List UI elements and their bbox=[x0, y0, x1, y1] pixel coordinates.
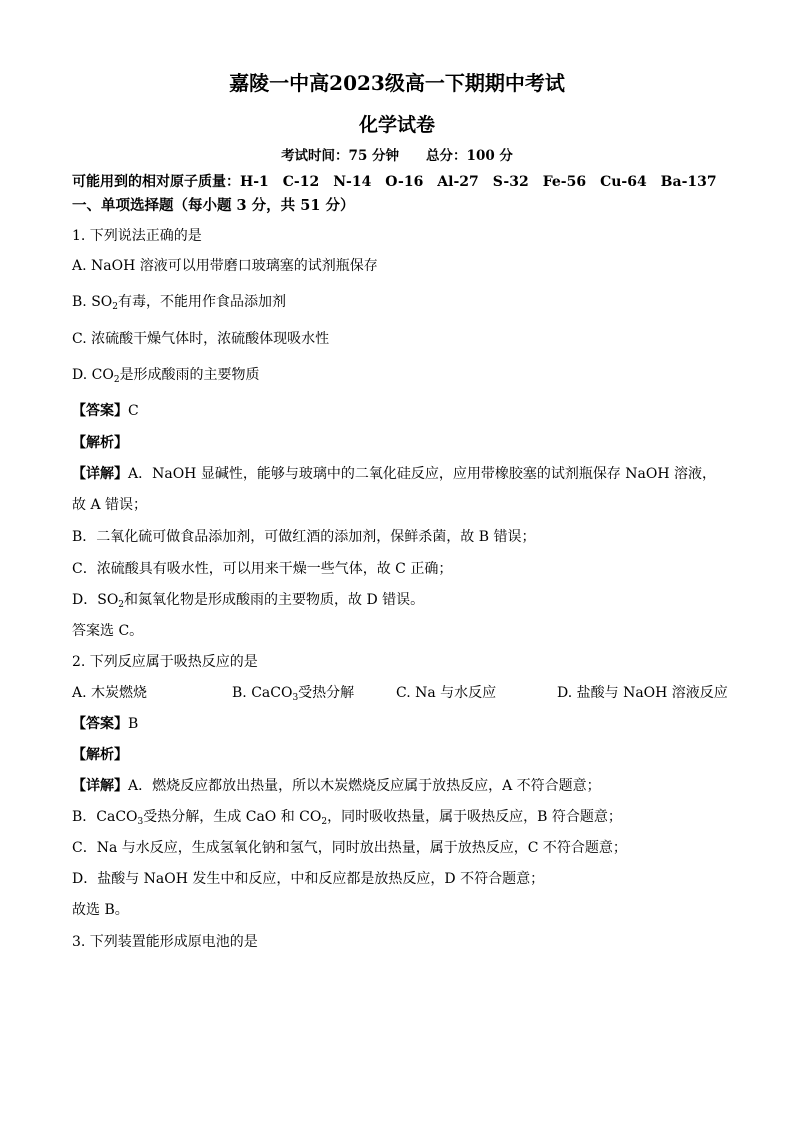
q2-option-b: B. CaCO$_3$受热分解 bbox=[232, 685, 355, 703]
q2-answer: 【答案】B bbox=[72, 716, 139, 732]
q1-detail-a-cont: 故 A 错误； bbox=[72, 497, 148, 513]
q1-option-a: A. NaOH 溶液可以用带磨口玻璃塞的试剂瓶保存 bbox=[72, 258, 378, 274]
atomic-masses: 可能用到的相对原子质量：H-1 C-12 N-14 O-16 Al-27 S-32 Fe-56 Cu-64 Ba-137 bbox=[72, 174, 717, 190]
q1-conclusion: 答案选 C。 bbox=[72, 623, 144, 639]
q1-detail-c: C．浓硫酸具有吸水性，可以用来干燥一些气体，故 C 正确； bbox=[72, 561, 453, 577]
q2-option-c: C. Na 与水反应 bbox=[396, 685, 497, 701]
q2-detail-d: D．盐酸与 NaOH 发生中和反应，中和反应都是放热反应，D 不符合题意； bbox=[72, 871, 545, 887]
exam-info: 考试时间：75 分钟 总分：100 分 bbox=[281, 148, 513, 164]
subject-title: 化学试卷 bbox=[358, 114, 435, 136]
q1-detail-a: 【详解】A．NaOH 显碱性，能够与玻璃中的二氧化硅反应，应用带橡胶塞的试剂瓶保存 NaOH 溶液， bbox=[72, 466, 717, 482]
q1-stem: 1. 下列说法正确的是 bbox=[72, 228, 202, 244]
q2-detail-b: B．CaCO$_3$受热分解，生成 CaO 和 $CO_2$，同时吸收热量，属于吸热反应，B 符合题意； bbox=[72, 809, 622, 827]
q1-answer: 【答案】C bbox=[72, 403, 139, 419]
q2-analysis-tag: 【解析】 bbox=[72, 747, 128, 763]
q2-stem: 2. 下列反应属于吸热反应的是 bbox=[72, 654, 258, 670]
q2-conclusion: 故选 B。 bbox=[72, 902, 129, 918]
q3-stem: 3. 下列装置能形成原电池的是 bbox=[72, 934, 258, 950]
q2-detail-a: 【详解】A．燃烧反应都放出热量，所以木炭燃烧反应属于放热反应，A 不符合题意； bbox=[72, 778, 601, 794]
section-heading: 一、单项选择题（每小题 3 分，共 51 分） bbox=[72, 197, 355, 214]
q1-analysis-tag: 【解析】 bbox=[72, 435, 128, 451]
q1-detail-d: D．$SO_2$和氮氧化物是形成酸雨的主要物质，故 D 错误。 bbox=[72, 592, 425, 610]
q2-option-d: D. 盐酸与 NaOH 溶液反应 bbox=[557, 685, 728, 701]
q1-option-d: D. $CO_2$是形成酸雨的主要物质 bbox=[72, 367, 260, 385]
q1-option-c: C. 浓硫酸干燥气体时，浓硫酸体现吸水性 bbox=[72, 331, 330, 347]
q2-detail-c: C．Na 与水反应，生成氢氧化钠和氢气，同时放出热量，属于放热反应，C 不符合题意； bbox=[72, 840, 627, 856]
q2-option-a: A. 木炭燃烧 bbox=[72, 685, 148, 701]
q1-option-b: B. $SO_2$有毒，不能用作食品添加剂 bbox=[72, 294, 286, 312]
exam-title: 嘉陵一中高2023级高一下期期中考试 bbox=[229, 71, 565, 95]
q1-detail-b: B．二氧化硫可做食品添加剂，可做红酒的添加剂，保鲜杀菌，故 B 错误； bbox=[72, 529, 536, 545]
